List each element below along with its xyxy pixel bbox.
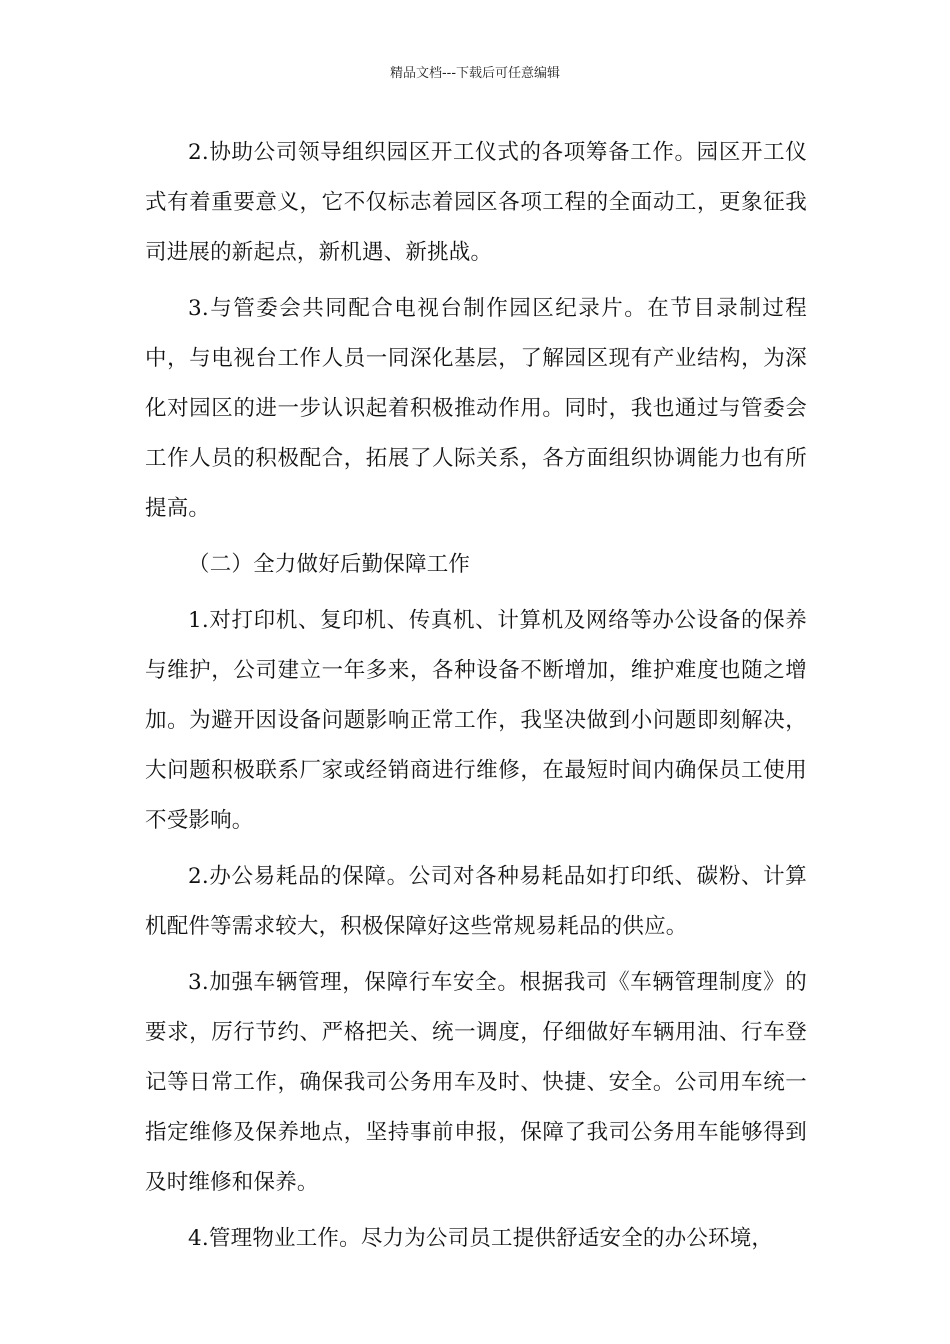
- section-heading-logistics: （二）全力做好后勤保障工作: [188, 552, 471, 577]
- paragraph-ceremony: 2.协助公司领导组织园区开工仪式的各项筹备工作。园区开工仪式有着重要意义，它不仅标志着园区各项工程的全面动工，更象征我司进展的新起点，新机遇、新挑战。: [145, 140, 807, 265]
- paragraph-consumables: 2.办公易耗品的保障。公司对各种易耗品如打印纸、碳粉、计算机配件等需求较大，积极保障好这些常规易耗品的供应。: [145, 864, 807, 939]
- page-header: 精品文档---下载后可任意编辑: [389, 66, 561, 81]
- paragraph-property: 4.管理物业工作。尽力为公司员工提供舒适安全的办公环境，: [188, 1226, 774, 1251]
- document-body: [145, 128, 807, 1270]
- paragraph-vehicles: 3.加强车辆管理，保障行车安全。根据我司《车辆管理制度》的要求，厉行节约、严格把关、统一调度，仔细做好车辆用油、行车登记等日常工作，确保我司公务用车及时、快捷、安全。公司用车统一指定维修及保养地点，坚持事前申报，保障了我司公务用车能够得到及时维修和保养。: [145, 970, 807, 1195]
- paragraph-documentary: 3.与管委会共同配合电视台制作园区纪录片。在节目录制过程中，与电视台工作人员一同深化基层，了解园区现有产业结构，为深化对园区的进一步认识起着积极推动作用。同时，我也通过与管委会工作人员的积极配合，拓展了人际关系，各方面组织协调能力也有所提高。: [145, 296, 807, 521]
- paragraph-equipment: 1.对打印机、复印机、传真机、计算机及网络等办公设备的保养与维护，公司建立一年多来，各种设备不断增加，维护难度也随之增加。为避开因设备问题影响正常工作，我坚决做到小问题即刻解决，大问题积极联系厂家或经销商进行维修，在最短时间内确保员工使用不受影响。: [145, 608, 807, 833]
